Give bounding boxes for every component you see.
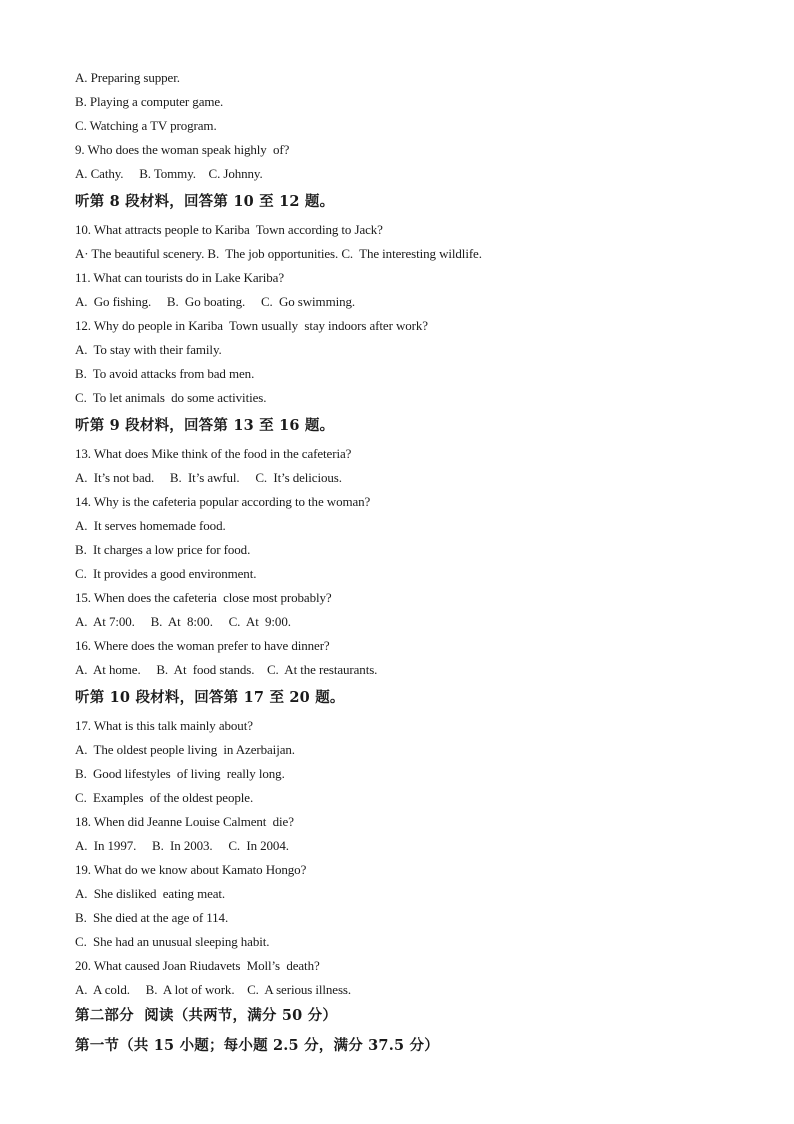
- option-line: A. It’s not bad. B. It’s awful. C. It’s delicious.: [75, 470, 342, 485]
- question-line: 11. What can tourists do in Lake Kariba?: [75, 270, 284, 285]
- question-line: 15. When does the cafeteria close most probably?: [75, 590, 332, 605]
- question-line: 12. Why do people in Kariba Town usually stay indoors after work?: [75, 318, 428, 333]
- option-line: A. Go fishing. B. Go boating. C. Go swimming.: [75, 294, 356, 309]
- option-line: A. To stay with their family.: [75, 342, 222, 357]
- option-line: C. Watching a TV program.: [75, 118, 217, 133]
- option-line: A. Cathy. B. Tommy. C. Johnny.: [75, 166, 263, 181]
- option-line: A. The oldest people living in Azerbaijan.: [75, 742, 295, 757]
- question-line: 19. What do we know about Kamato Hongo?: [75, 862, 307, 877]
- option-line: A. It serves homemade food.: [75, 518, 226, 533]
- option-line: A. Preparing supper.: [75, 70, 180, 85]
- subsection-heading: 第一节（共 15 小题；每小题 2.5 分，满分 37.5 分）: [75, 1037, 439, 1054]
- option-line: C. Examples of the oldest people.: [75, 790, 254, 805]
- question-line: 16. Where does the woman prefer to have dinner?: [75, 638, 330, 653]
- option-line: B. Playing a computer game.: [75, 94, 224, 109]
- option-line: B. She died at the age of 114.: [75, 910, 229, 925]
- option-line: B. Good lifestyles of living really long.: [75, 766, 285, 781]
- option-line: C. It provides a good environment.: [75, 566, 257, 581]
- question-line: 10. What attracts people to Kariba Town according to Jack?: [75, 222, 383, 237]
- question-line: 17. What is this talk mainly about?: [75, 718, 253, 733]
- question-line: 13. What does Mike think of the food in the cafeteria?: [75, 446, 352, 461]
- option-line: A. A cold. B. A lot of work. C. A serious illness.: [75, 982, 352, 997]
- question-line: 18. When did Jeanne Louise Calment die?: [75, 814, 294, 829]
- option-line: A· The beautiful scenery. B. The job opportunities. C. The interesting wildlife.: [75, 246, 482, 261]
- option-line: A. In 1997. B. In 2003. C. In 2004.: [75, 838, 289, 853]
- part-heading: 第二部分 阅读（共两节，满分 50 分）: [75, 1007, 338, 1024]
- section-heading: 听第 9 段材料，回答第 13 至 16 题。: [75, 417, 335, 434]
- option-line: A. She disliked eating meat.: [75, 886, 226, 901]
- exam-page: [75, 66, 755, 1062]
- option-line: C. She had an unusual sleeping habit.: [75, 934, 270, 949]
- section-heading: 听第 10 段材料，回答第 17 至 20 题。: [75, 689, 345, 706]
- option-line: C. To let animals do some activities.: [75, 390, 267, 405]
- question-line: 14. Why is the cafeteria popular according to the woman?: [75, 494, 371, 509]
- option-line: B. To avoid attacks from bad men.: [75, 366, 255, 381]
- option-line: A. At 7:00. B. At 8:00. C. At 9:00.: [75, 614, 291, 629]
- section-heading: 听第 8 段材料，回答第 10 至 12 题。: [75, 193, 335, 210]
- question-line: 9. Who does the woman speak highly of?: [75, 142, 290, 157]
- question-line: 20. What caused Joan Riudavets Moll’s death?: [75, 958, 320, 973]
- option-line: A. At home. B. At food stands. C. At the restaurants.: [75, 662, 378, 677]
- option-line: B. It charges a low price for food.: [75, 542, 251, 557]
